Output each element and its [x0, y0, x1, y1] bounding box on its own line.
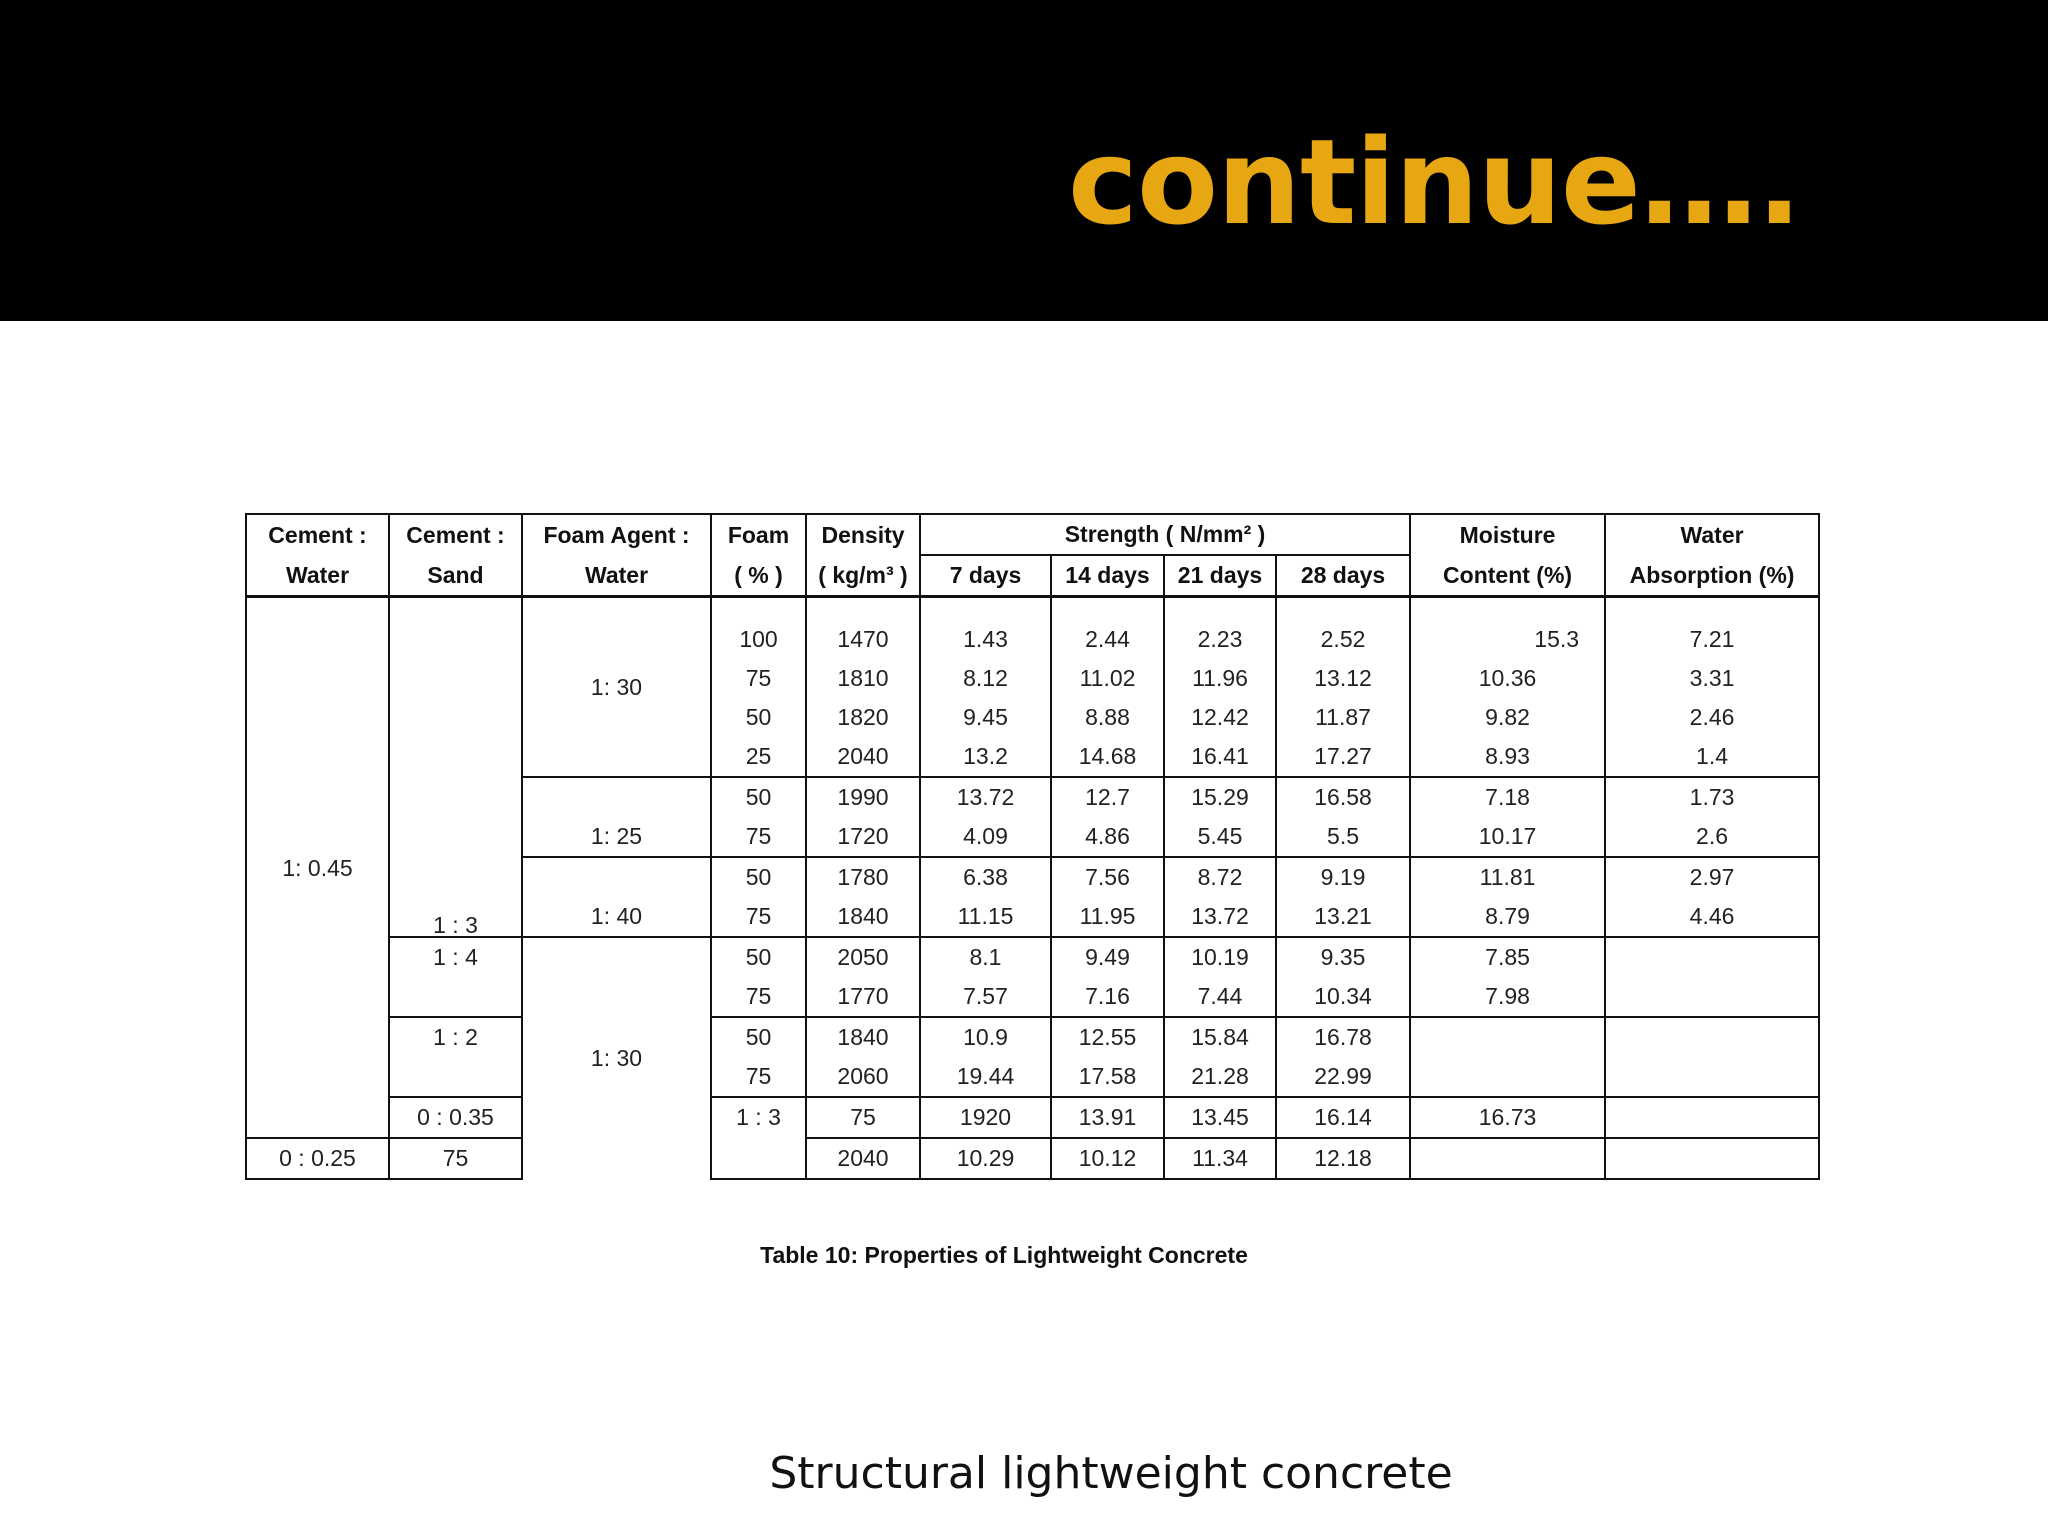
cell-moisture: [1410, 1138, 1605, 1179]
group-cement-sand: 1 : 3: [389, 597, 522, 938]
cell-density: 1840: [806, 1017, 920, 1057]
cell-absorption: 2.97: [1605, 857, 1819, 897]
cell-14-days: 7.56: [1051, 857, 1164, 897]
cell-21-days: 10.19: [1164, 937, 1276, 977]
cell-28-days: 11.87: [1276, 698, 1410, 737]
cell-21-days: 13.72: [1164, 897, 1276, 937]
cell-foam: 25: [711, 737, 806, 777]
cell-foam: 75: [806, 1097, 920, 1138]
cell-foam: 75: [711, 1057, 806, 1097]
cell-7-days: 8.12: [920, 659, 1051, 698]
cell-absorption: [1605, 1057, 1819, 1097]
cell-7-days: 19.44: [920, 1057, 1051, 1097]
cell-7-days: 1.43: [920, 620, 1051, 659]
header-7-days: 7 days: [920, 555, 1051, 597]
cell-28-days: 17.27: [1276, 737, 1410, 777]
cell-moisture: 15.3: [1410, 620, 1605, 659]
cell-moisture: 8.93: [1410, 737, 1605, 777]
cell-14-days: 13.45: [1164, 1097, 1276, 1138]
properties-table: [245, 513, 1820, 1180]
cell-14-days: 9.49: [1051, 937, 1164, 977]
cell-moisture: [1410, 1017, 1605, 1057]
cell-density: 1820: [806, 698, 920, 737]
header-cement-sand-line1: Cement :: [389, 514, 522, 555]
table-header: [246, 514, 1819, 597]
header-foam-agent-line2: Water: [522, 555, 711, 597]
cell-cement-water: 0 : 0.35: [389, 1097, 522, 1138]
cell-28-days: 10.34: [1276, 977, 1410, 1017]
cell-moisture: 7.98: [1410, 977, 1605, 1017]
header-absorption-line2: Absorption (%): [1605, 555, 1819, 597]
slide-subtitle: Structural lightweight concrete: [769, 1448, 1453, 1499]
cell-28-days: 5.5: [1276, 817, 1410, 857]
header-density-line2: ( kg/m³ ): [806, 555, 920, 597]
cell-foam: 75: [711, 659, 806, 698]
header-21-days: 21 days: [1164, 555, 1276, 597]
cell-7-days: 7.57: [920, 977, 1051, 1017]
cell-moisture: [1605, 1097, 1819, 1138]
cell-absorption: 3.31: [1605, 659, 1819, 698]
cell-28-days: 13.21: [1276, 897, 1410, 937]
cell-foam: 75: [711, 977, 806, 1017]
table-row: [246, 1138, 1819, 1179]
cell-density: 1810: [806, 659, 920, 698]
cell-density: 2040: [806, 737, 920, 777]
cell-density: 1780: [806, 857, 920, 897]
properties-table-wrapper: [245, 513, 1818, 1180]
header-cement-water-line1: Cement :: [246, 514, 389, 555]
cell-14-days: 7.16: [1051, 977, 1164, 1017]
cell-14-days: 4.86: [1051, 817, 1164, 857]
cell-28-days: 22.99: [1276, 1057, 1410, 1097]
cell-moisture: 10.17: [1410, 817, 1605, 857]
cell-21-days: 15.84: [1164, 1017, 1276, 1057]
cell-cement-water: 0 : 0.25: [246, 1138, 389, 1179]
cell-foam: 50: [711, 698, 806, 737]
cell-absorption: 7.21: [1605, 620, 1819, 659]
cell-foam: 50: [711, 937, 806, 977]
header-strength: Strength ( N/mm² ): [920, 514, 1410, 555]
cell-14-days: 12.55: [1051, 1017, 1164, 1057]
cell-density: 2060: [806, 1057, 920, 1097]
header-row-1: [246, 514, 1819, 555]
cell-density: 1470: [806, 620, 920, 659]
cell-28-days: 9.19: [1276, 857, 1410, 897]
cell-21-days: 15.29: [1164, 777, 1276, 817]
cell-absorption: 1.73: [1605, 777, 1819, 817]
cell-14-days: 14.68: [1051, 737, 1164, 777]
cell-absorption: [1605, 1017, 1819, 1057]
group-foam-agent: 1: 25: [522, 777, 711, 857]
cell-21-days: 5.45: [1164, 817, 1276, 857]
table-caption: Table 10: Properties of Lightweight Concrete: [760, 1242, 1248, 1268]
cell-absorption: 4.46: [1605, 897, 1819, 937]
group-foam-agent: 1: 40: [522, 857, 711, 937]
cell-21-days: 7.44: [1164, 977, 1276, 1017]
header-foam-line2: ( % ): [711, 555, 806, 597]
cell-7-days: 13.72: [920, 777, 1051, 817]
table-row: [246, 1017, 1819, 1057]
cell-moisture: 9.82: [1410, 698, 1605, 737]
cell-moisture: 8.79: [1410, 897, 1605, 937]
cell-28-days: 9.35: [1276, 937, 1410, 977]
header-row-2: [246, 555, 1819, 597]
cell-moisture: [1410, 1057, 1605, 1097]
cell-density: 1990: [806, 777, 920, 817]
cell-7-days: 11.15: [920, 897, 1051, 937]
cell-7-days: 8.1: [920, 937, 1051, 977]
cell-density: 1840: [806, 897, 920, 937]
cell-foam: 50: [711, 777, 806, 817]
cell-foam: 50: [711, 1017, 806, 1057]
cell-density: 2040: [806, 1138, 920, 1179]
header-absorption-line1: Water: [1605, 514, 1819, 555]
header-cement-water-line2: Water: [246, 555, 389, 597]
cell-21-days: 11.96: [1164, 659, 1276, 698]
table-body: [246, 597, 1819, 1180]
header-cement-sand-line2: Sand: [389, 555, 522, 597]
cell-21-days: 11.34: [1164, 1138, 1276, 1179]
cell-21-days: 2.23: [1164, 620, 1276, 659]
cell-density: 1920: [920, 1097, 1051, 1138]
cell-7-days: 13.91: [1051, 1097, 1164, 1138]
cell-foam: 75: [711, 897, 806, 937]
spacer-row: [246, 597, 1819, 621]
cell-14-days: 11.95: [1051, 897, 1164, 937]
group-foam-agent: 1: 30: [522, 937, 711, 1179]
header-moisture-line2: Content (%): [1410, 555, 1605, 597]
cell-moisture: 11.81: [1410, 857, 1605, 897]
cell-absorption: [1605, 937, 1819, 977]
cell-moisture: 10.36: [1410, 659, 1605, 698]
cell-foam: 50: [711, 857, 806, 897]
cell-absorption: [1605, 1138, 1819, 1179]
header-foam-agent-line1: Foam Agent :: [522, 514, 711, 555]
slide-title: continue….: [1068, 113, 1801, 251]
cell-moisture: 7.18: [1410, 777, 1605, 817]
cell-21-days: 21.28: [1164, 1057, 1276, 1097]
cell-14-days: 12.7: [1051, 777, 1164, 817]
cell-28-days: 2.52: [1276, 620, 1410, 659]
cell-foam: 75: [711, 817, 806, 857]
header-foam-line1: Foam: [711, 514, 806, 555]
cell-density: 1720: [806, 817, 920, 857]
cell-21-days: 16.41: [1164, 737, 1276, 777]
cell-28-days: 16.73: [1410, 1097, 1605, 1138]
cell-density: 2050: [806, 937, 920, 977]
cell-foam: 75: [389, 1138, 522, 1179]
cell-foam: 100: [711, 620, 806, 659]
cell-absorption: [1605, 977, 1819, 1017]
cell-14-days: 10.12: [1051, 1138, 1164, 1179]
header-density-line1: Density: [806, 514, 920, 555]
cell-absorption: 1.4: [1605, 737, 1819, 777]
cell-28-days: 16.78: [1276, 1017, 1410, 1057]
cell-moisture: 7.85: [1410, 937, 1605, 977]
header-28-days: 28 days: [1276, 555, 1410, 597]
cell-28-days: 13.12: [1276, 659, 1410, 698]
group-cement-sand: 1 : 4: [389, 937, 522, 1017]
cell-absorption: 2.46: [1605, 698, 1819, 737]
cell-14-days: 2.44: [1051, 620, 1164, 659]
cell-21-days: 16.14: [1276, 1097, 1410, 1138]
cell-7-days: 10.29: [920, 1138, 1051, 1179]
cell-21-days: 12.42: [1164, 698, 1276, 737]
cell-7-days: 4.09: [920, 817, 1051, 857]
cell-14-days: 8.88: [1051, 698, 1164, 737]
group-cement-sand: 1 : 3: [711, 1097, 806, 1179]
cell-28-days: 16.58: [1276, 777, 1410, 817]
header-moisture-line1: Moisture: [1410, 514, 1605, 555]
table-row: [246, 937, 1819, 977]
cell-7-days: 13.2: [920, 737, 1051, 777]
group-cement-sand: 1 : 2: [389, 1017, 522, 1097]
cell-7-days: 9.45: [920, 698, 1051, 737]
table-row: [246, 1097, 1819, 1138]
cell-21-days: 8.72: [1164, 857, 1276, 897]
cell-7-days: 6.38: [920, 857, 1051, 897]
group-foam-agent: 1: 30: [522, 597, 711, 778]
cell-absorption: 2.6: [1605, 817, 1819, 857]
header-14-days: 14 days: [1051, 555, 1164, 597]
cell-14-days: 11.02: [1051, 659, 1164, 698]
group-cement-water: 1: 0.45: [246, 597, 389, 1139]
cell-density: 1770: [806, 977, 920, 1017]
cell-28-days: 12.18: [1276, 1138, 1410, 1179]
cell-14-days: 17.58: [1051, 1057, 1164, 1097]
cell-7-days: 10.9: [920, 1017, 1051, 1057]
